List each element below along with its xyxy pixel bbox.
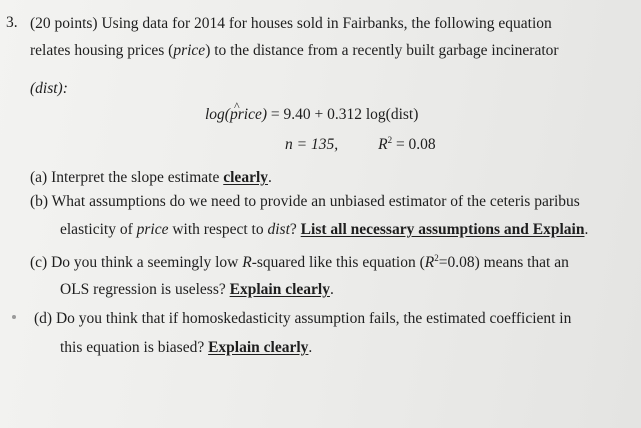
- part-c-val: =0.08) means that an: [438, 254, 569, 271]
- sample-size: n = 135,: [285, 136, 339, 153]
- r-squared-value: = 0.08: [392, 136, 436, 153]
- question-intro-line-1: (20 points) Using data for 2014 for houses sold in Fairbanks, the following equation: [30, 15, 552, 32]
- part-d-line-1: (d) Do you think that if homoskedasticity assumption fails, the estimated coefficient in: [34, 310, 572, 327]
- part-b-mid: with respect to: [168, 221, 268, 238]
- part-b-emphasis: List all necessary assumptions and Explain: [300, 221, 585, 238]
- part-c-line2-pre: OLS regression is useless?: [60, 281, 230, 298]
- part-c-var: R: [242, 254, 252, 271]
- part-a: [30, 168, 272, 188]
- part-c-line-2: [60, 280, 334, 300]
- part-c-post: -squared like this equation (: [251, 254, 425, 271]
- part-a-end: .: [268, 169, 272, 186]
- r-squared-label: R: [378, 136, 388, 153]
- equation-lhs: log(^ price): [205, 106, 267, 123]
- part-b-line-1: (b) What assumptions do we need to provide an unbiased estimator of the ceteris paribus: [30, 193, 580, 210]
- part-b-line-2: [60, 220, 588, 240]
- question-number: 3.: [6, 14, 18, 31]
- part-d-line-2: [60, 338, 312, 358]
- part-b-var-price: price: [136, 221, 169, 238]
- part-c-line-1: [30, 248, 569, 273]
- part-d-emphasis: Explain clearly: [208, 339, 309, 356]
- question-intro-line-3: (dist):: [30, 80, 68, 97]
- part-a-text: (a) Interpret the slope estimate: [30, 169, 224, 186]
- part-c-end: .: [329, 281, 334, 298]
- part-d-end: .: [308, 339, 313, 356]
- bullet-dot: [12, 315, 16, 319]
- part-d-pre: this equation is biased?: [60, 339, 209, 356]
- intro-line-2-text: relates housing prices (price) to the distance from a recently built garbage incinerator: [30, 42, 559, 59]
- part-c-pre: (c) Do you think a seemingly low: [30, 254, 243, 271]
- part-c-emphasis: Explain clearly: [229, 281, 330, 298]
- equation-rhs: = 9.40 + 0.312 log(dist): [270, 106, 419, 123]
- part-b-q: ?: [289, 221, 301, 238]
- part-a-emphasis: clearly: [223, 169, 269, 186]
- regression-stats: [285, 130, 436, 155]
- part-b-end: .: [584, 221, 589, 238]
- r-squared-exp: 2: [387, 135, 393, 145]
- part-b-var-dist: dist: [267, 221, 290, 238]
- part-c-r2: R: [424, 254, 435, 271]
- question-intro-line-2: [30, 41, 559, 61]
- part-b-pre: elasticity of: [60, 221, 137, 238]
- part-c-r2-exp: 2: [434, 253, 439, 263]
- regression-equation: [205, 105, 418, 125]
